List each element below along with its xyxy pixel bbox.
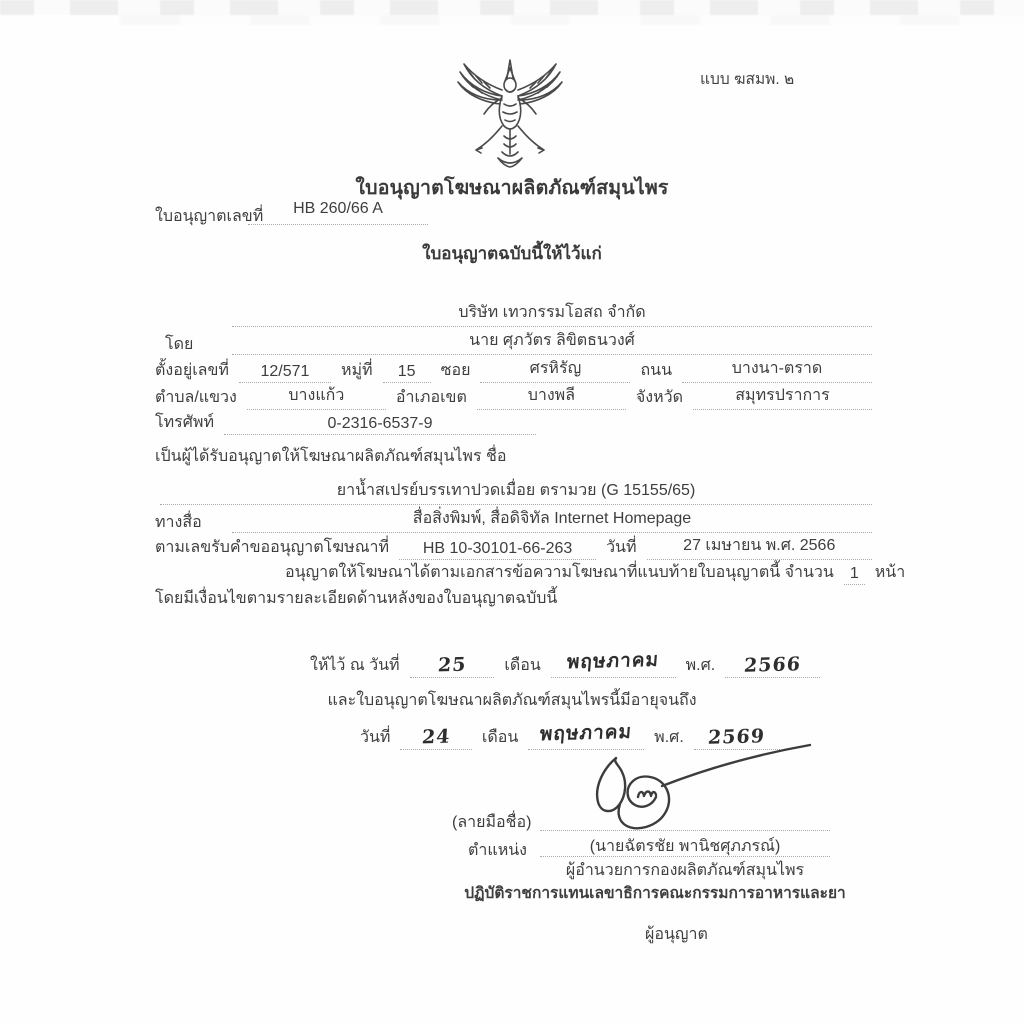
located-label: ตั้งอยู่เลขที่ <box>155 362 229 379</box>
address-row-1 <box>155 356 872 383</box>
application-date-label: วันที่ <box>606 539 637 556</box>
expiry-era-label: พ.ศ. <box>654 729 684 746</box>
subdistrict-label: ตำบล/แขวง <box>155 389 237 406</box>
issue-month-handwritten: พฤษภาคม <box>566 648 661 674</box>
issue-era-label: พ.ศ. <box>685 657 716 674</box>
signer-title: ผู้อำนวยการกองผลิตภัณฑ์สมุนไพร <box>565 862 805 879</box>
application-date: 27 เมษายน พ.ศ. 2566 <box>647 533 872 560</box>
expiry-month-handwritten: พฤษภาคม <box>539 720 634 746</box>
subdistrict-value: บางแก้ว <box>247 383 386 410</box>
issue-year-handwritten: 2566 <box>743 653 802 677</box>
expiry-month-label: เดือน <box>481 729 519 746</box>
phone-label: โทรศัพท์ <box>155 414 214 431</box>
conditions-statement: โดยมีเงื่อนไขตามรายละเอียดด้านหลังของใบอนุญาตฉบับนี้ <box>155 590 558 607</box>
license-number-label: ใบอนุญาตเลขที่ <box>155 208 264 225</box>
issue-date-prefix: ให้ไว้ ณ วันที่ <box>310 657 400 674</box>
signature-line <box>540 810 830 831</box>
license-number-value: HB 260/66 A <box>248 200 428 225</box>
house-number: 12/571 <box>239 363 331 383</box>
expiry-date-prefix: วันที่ <box>360 729 391 746</box>
phone-value: 0-2316-6537-9 <box>224 415 536 435</box>
media-label: ทางสื่อ <box>155 514 202 531</box>
application-label: ตามเลขรับคำขออนุญาตโฆษณาที่ <box>155 539 390 556</box>
validity-statement: และใบอนุญาตโฆษณาผลิตภัณฑ์สมุนไพรนี้มีอายุจนถึง <box>327 692 697 709</box>
media-value: สื่อสิ่งพิมพ์, สื่อดิจิทัล Internet Homepage <box>232 506 872 533</box>
district-value: บางพลี <box>477 383 626 410</box>
moo-label: หมู่ที่ <box>340 362 373 379</box>
authorizer-label: ผู้อนุญาต <box>645 926 708 943</box>
district-label: อำเภอเขต <box>395 389 467 406</box>
issue-date-row <box>310 646 820 678</box>
product-name: ยาน้ำสเปรย์บรรเทาปวดเมื่อย ตรามวย (G 15155/65) <box>160 478 872 505</box>
phone-row <box>155 410 872 435</box>
signer-name: (นายฉัตรชัย พานิชศุภภรณ์) <box>540 834 830 857</box>
soi-value: ศรหิรัญ <box>480 356 630 383</box>
road-label: ถนน <box>640 362 672 379</box>
address-row-2 <box>155 383 872 410</box>
company-name: บริษัท เทวกรรมโอสถ จำกัด <box>232 300 872 327</box>
issue-month-label: เดือน <box>504 657 541 674</box>
attachment-suffix: หน้า <box>874 564 906 581</box>
representative-name: นาย ศุภวัตร ลิขิตธนวงศ์ <box>232 328 872 355</box>
grant-statement: เป็นผู้ได้รับอนุญาตให้โฆษณาผลิตภัณฑ์สมุนไพร ชื่อ <box>155 448 507 465</box>
issued-to-heading: ใบอนุญาตฉบับนี้ให้ไว้แก่ <box>422 244 602 263</box>
document-title: ใบอนุญาตโฆษณาผลิตภัณฑ์สมุนไพร <box>355 177 669 199</box>
province-value: สมุทรปราการ <box>693 383 872 410</box>
form-code: แบบ ฆสมพ. ๒ <box>700 71 795 88</box>
scan-artifact-band-2 <box>120 15 1024 25</box>
garuda-emblem <box>448 56 572 174</box>
by-label: โดย <box>165 336 194 353</box>
application-row <box>155 533 872 560</box>
moo-value: 15 <box>383 363 431 383</box>
attachment-row <box>285 560 906 585</box>
issue-day-handwritten: 25 <box>436 653 468 677</box>
application-number: HB 10-30101-66-263 <box>399 540 596 560</box>
acting-for-line: ปฏิบัติราชการแทนเลขาธิการคณะกรรมการอาหารและยา <box>464 885 846 902</box>
position-label: ตำแหน่ง <box>468 842 527 859</box>
soi-label: ซอย <box>440 362 471 379</box>
attachment-prefix: อนุญาตให้โฆษณาได้ตามเอกสารข้อความโฆษณาที่แนบท้ายใบอนุญาตนี้ จำนวน <box>285 564 834 581</box>
expiry-day-handwritten: 24 <box>421 725 452 749</box>
scan-artifact-band <box>0 0 1024 15</box>
province-label: จังหวัด <box>635 389 683 406</box>
attachment-pages: 1 <box>844 565 865 585</box>
expiry-year-handwritten: 2569 <box>707 725 767 749</box>
road-value: บางนา-ตราด <box>682 356 872 383</box>
signature-label: (ลายมือชื่อ) <box>452 814 532 831</box>
